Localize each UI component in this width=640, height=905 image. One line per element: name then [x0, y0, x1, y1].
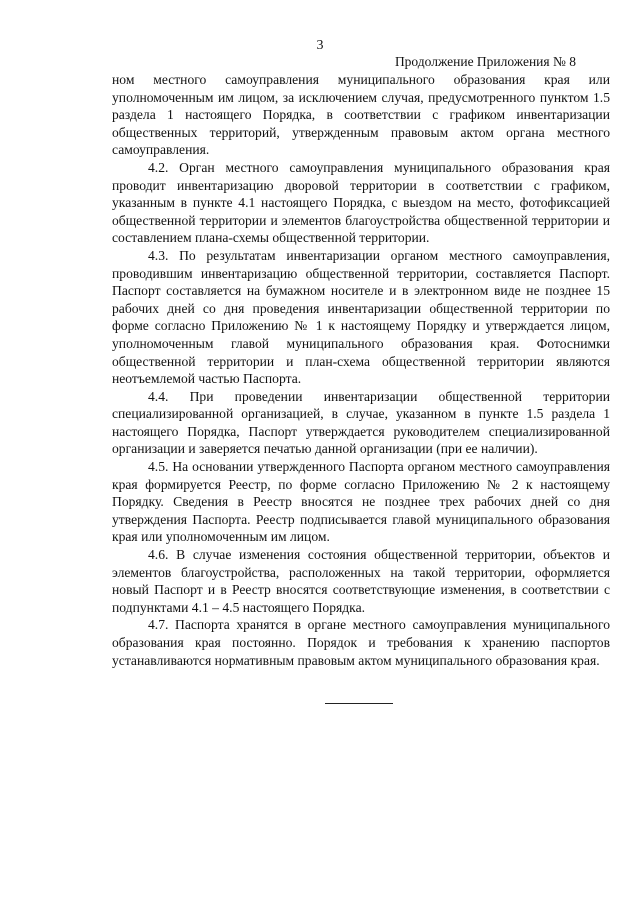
paragraph-4-3: 4.3. По результатам инвентаризации органом местного самоуправления, проводившим инвентаризацию общественной территории, составляется Паспорт. Паспорт составляется на бумажном носителе и в электронном виде не позднее 15 рабочих дней со дня проведения инвентаризации общественной территории по форме согласно Приложению № 1 к настоящему Порядку и утверждается лицом, уполномоченным главой муниципального образования края. Фотоснимки общественной территории и план-схема общественной территории являются неотъемлемой частью Паспорта.: [112, 247, 610, 387]
paragraph-4-2: 4.2. Орган местного самоуправления муниципального образования края проводит инвентаризацию дворовой территории в соответствии с графиком, указанным в пункте 4.1 настоящего Порядка, с выездом на место, фотофиксацией общественной территории и элементов благоустройства общественной территории и составлением плана-схемы общественной территории.: [112, 159, 610, 246]
paragraph-4-5: 4.5. На основании утвержденного Паспорта органом местного самоуправления края формируется Реестр, по форме согласно Приложению № 2 к настоящему Порядку. Сведения в Реестр вносятся не позднее трех рабочих дней со дня утверждения Паспорта. Реестр подписывается главой муниципального образования края или уполномоченным им лицом.: [112, 459, 610, 545]
document-body: [112, 71, 610, 669]
end-of-document-rule: [325, 703, 393, 704]
paragraph-4-6: 4.6. В случае изменения состояния общественной территории, объектов и элементов благоустройства, расположенных на такой территории, оформляется новый Паспорт и в Реестр вносятся соответствующие изменения, в соответствии с подпунктами 4.1 – 4.5 настоящего Порядка.: [112, 547, 610, 615]
paragraph-continuation: ном местного самоуправления муниципального образования края или уполномоченным им лицом, за исключением случая, предусмотренного пунктом 1.5 раздела 1 настоящего Порядка, в соответствии с графиком инвентаризации общественных территорий, утвержденным правовым актом органа местного самоуправления.: [112, 72, 610, 158]
paragraph-4-7: 4.7. Паспорта хранятся в органе местного самоуправления муниципального образования края постоянно. Порядок и требования к хранению паспортов устанавливаются нормативным правовым актом муниципального образования края.: [112, 617, 610, 668]
page-number: 3: [316, 38, 324, 53]
paragraph-4-4: 4.4. При проведении инвентаризации общественной территории специализированной организацией, в случае, указанном в пункте 1.5 раздела 1 настоящего Порядка, Паспорт утверждается руководителем специализированной организации и заверяется печатью данной организации (при ее наличии).: [112, 388, 610, 457]
appendix-continuation-label: Продолжение Приложения № 8: [394, 54, 576, 69]
